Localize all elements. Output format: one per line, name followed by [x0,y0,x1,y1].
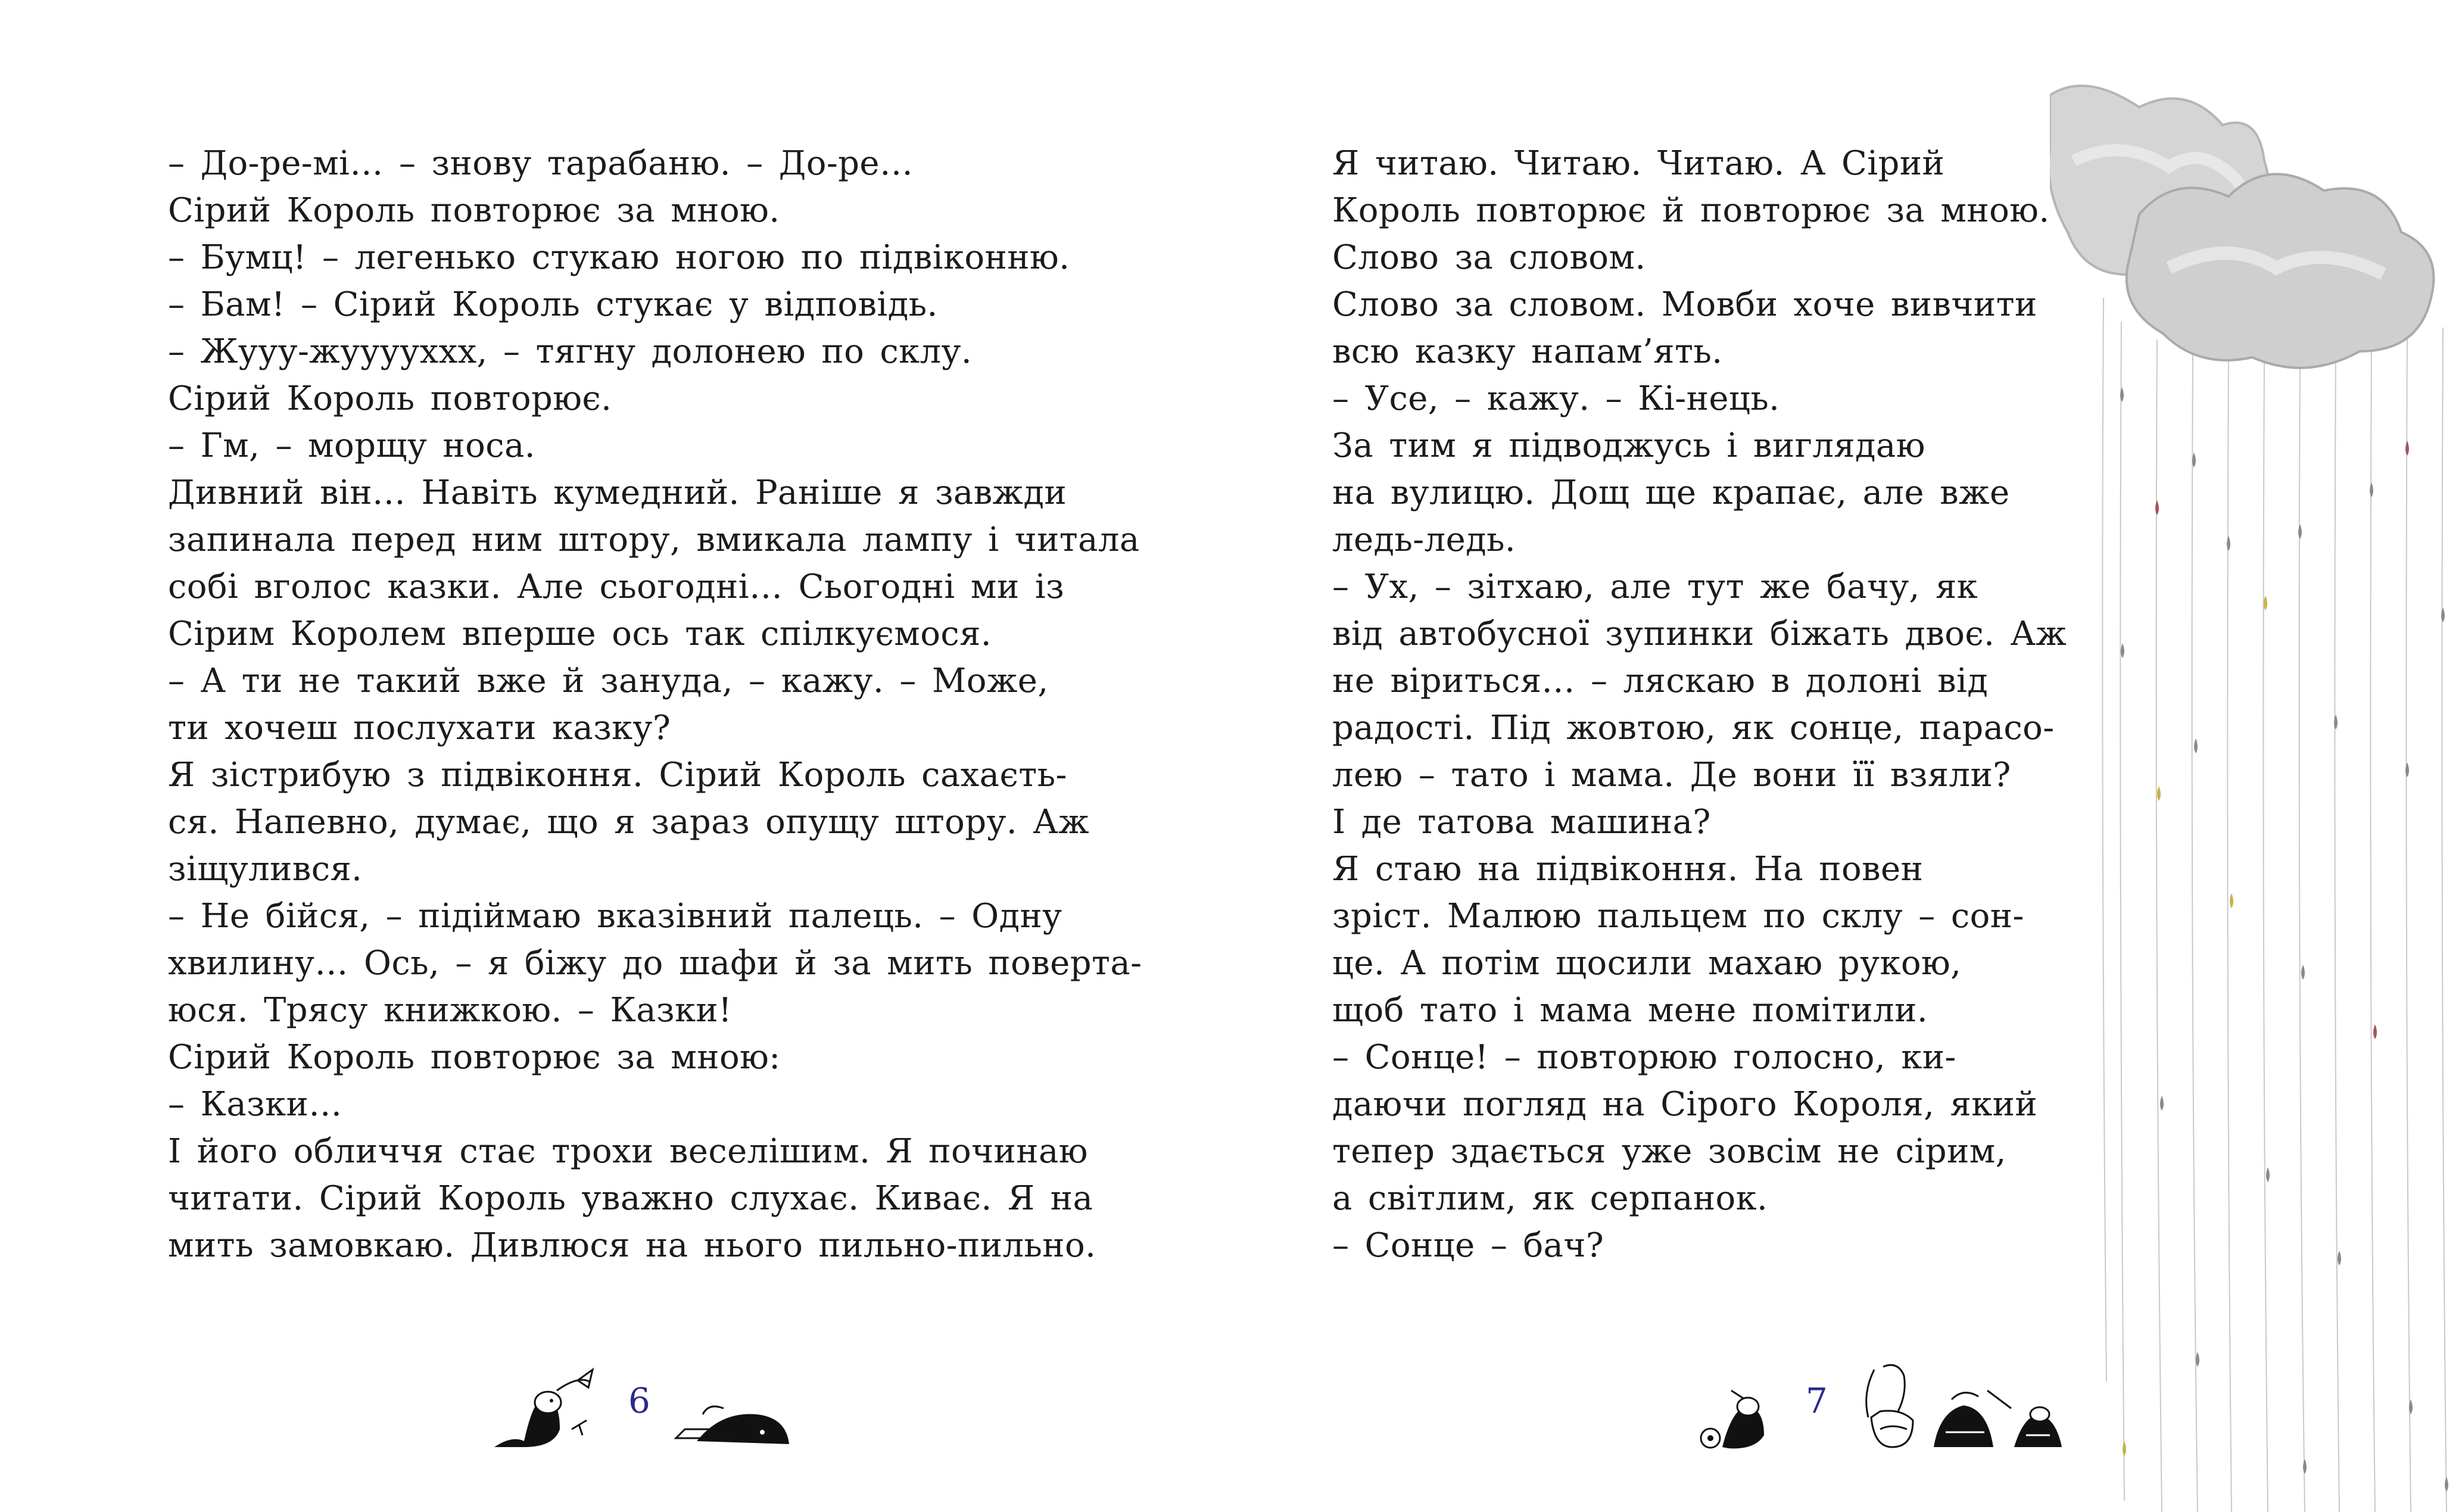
text-line: запинала перед ним штору, вмикала лампу і читала [168,520,1140,559]
text-line: собі вголос казки. Але сьогодні… Сьогодні ми із [168,568,1065,606]
text-line: Я читаю. Читаю. Читаю. А Сірий [1332,144,1945,183]
right-page-text [1332,140,2089,1269]
text-line: Дивний він… Навіть кумедний. Раніше я завжди [168,473,1067,512]
text-line: зіщулився. [168,850,363,889]
text-line: хвилину… Ось, – я біжу до шафи й за мить поверта- [168,944,1142,983]
text-line: всю казку напам’ять. [1332,332,1723,371]
text-line: І де татова машина? [1332,803,1711,841]
text-line: – До-ре-мі… – знову тарабаню. – До-ре… [168,144,914,183]
text-line: Король повторює й повторює за мною. [1332,191,2050,230]
text-line: радості. Під жовтою, як сонце, парасо- [1332,709,2055,747]
text-line: не віриться… – ляскаю в долоні від [1332,662,1989,700]
text-line: Сірий Король повторює. [168,379,612,418]
text-line: Я стаю на підвіконня. На повен [1332,850,1924,889]
text-line: ти хочеш послухати казку? [168,709,671,747]
text-line: лею – тато і мама. Де вони її взяли? [1332,756,2011,794]
text-line: – Бам! – Сірий Король стукає у відповідь. [168,285,938,324]
text-line: ся. Напевно, думає, що я зараз опущу штору. Аж [168,803,1089,841]
text-line: Сірий Король повторює за мною. [168,191,780,230]
text-line: – Казки… [168,1085,342,1124]
text-line: – Не бійся, – підіймаю вказівний палець. – Одну [168,897,1062,936]
text-line: Сірий Король повторює за мною: [168,1038,781,1077]
text-line: І його обличчя стає трохи веселішим. Я починаю [168,1132,1088,1171]
rain-strings [2102,298,2447,1512]
penguin-with-bow-icon [488,1364,607,1453]
text-line: – Бумц! – легенько стукаю ногою по підвіконню. [168,238,1070,277]
text-line: на вулицю. Дощ ще крапає, але вже [1332,473,2010,512]
left-page-text [168,140,1142,1269]
cloud-icon [2127,174,2434,367]
resting-creature-icon [1928,1376,2017,1453]
text-line: це. А потім щосили махаю рукою, [1332,944,1962,983]
text-line: щоб тато і мама мене помітили. [1332,991,1928,1030]
text-line: – А ти не такий вже й зануда, – кажу. – Може, [168,662,1049,700]
penguin-reaching-icon [1856,1358,1928,1453]
right-page [1231,0,2462,1512]
penguin-with-wheel-icon [1696,1370,1791,1453]
text-line: мить замовкаю. Дивлюся на нього пильно-пильно. [168,1226,1096,1265]
text-line: юся. Трясу книжкою. – Казки! [168,991,733,1030]
text-line: – Жууу-жууууххх, – тягну долонею по склу. [168,332,973,371]
text-line: від автобусної зупинки біжать двоє. Аж [1332,615,2067,653]
text-line: даючи погляд на Сірого Короля, який [1332,1085,2038,1124]
raindrop-icon [2120,387,2448,1492]
page-number: 6 [628,1380,650,1421]
rain-illustration [2050,71,2462,1512]
text-line: – Усе, – кажу. – Кі-нець. [1332,379,1780,418]
text-line: Слово за словом. [1332,238,1646,277]
text-line: – Сонце – бач? [1332,1226,1604,1265]
text-line: Слово за словом. Мовби хоче вивчити [1332,285,2037,324]
text-line: тепер здається уже зовсім не сірим, [1332,1132,2006,1171]
text-line: – Сонце! – повторюю голосно, ки- [1332,1038,1956,1077]
text-line: а світлим, як серпанок. [1332,1179,1768,1218]
text-line: зріст. Малюю пальцем по склу – сон- [1332,897,2024,936]
text-line: – Ух, – зітхаю, але тут же бачу, як [1332,568,1978,606]
text-line: читати. Сірий Король уважно слухає. Киває. Я на [168,1179,1093,1218]
page-number: 7 [1806,1380,1828,1421]
text-line: За тим я підводжусь і виглядаю [1332,426,1925,465]
text-line: ледь-ледь. [1332,520,1516,559]
text-line: – Гм, – морщу носа. [168,426,535,465]
sleeping-creature-icon [673,1382,792,1453]
text-line: Я зістрибую з підвіконня. Сірий Король сахаєть- [168,756,1067,794]
text-line: Сірим Королем вперше ось так спілкуємося. [168,615,992,653]
